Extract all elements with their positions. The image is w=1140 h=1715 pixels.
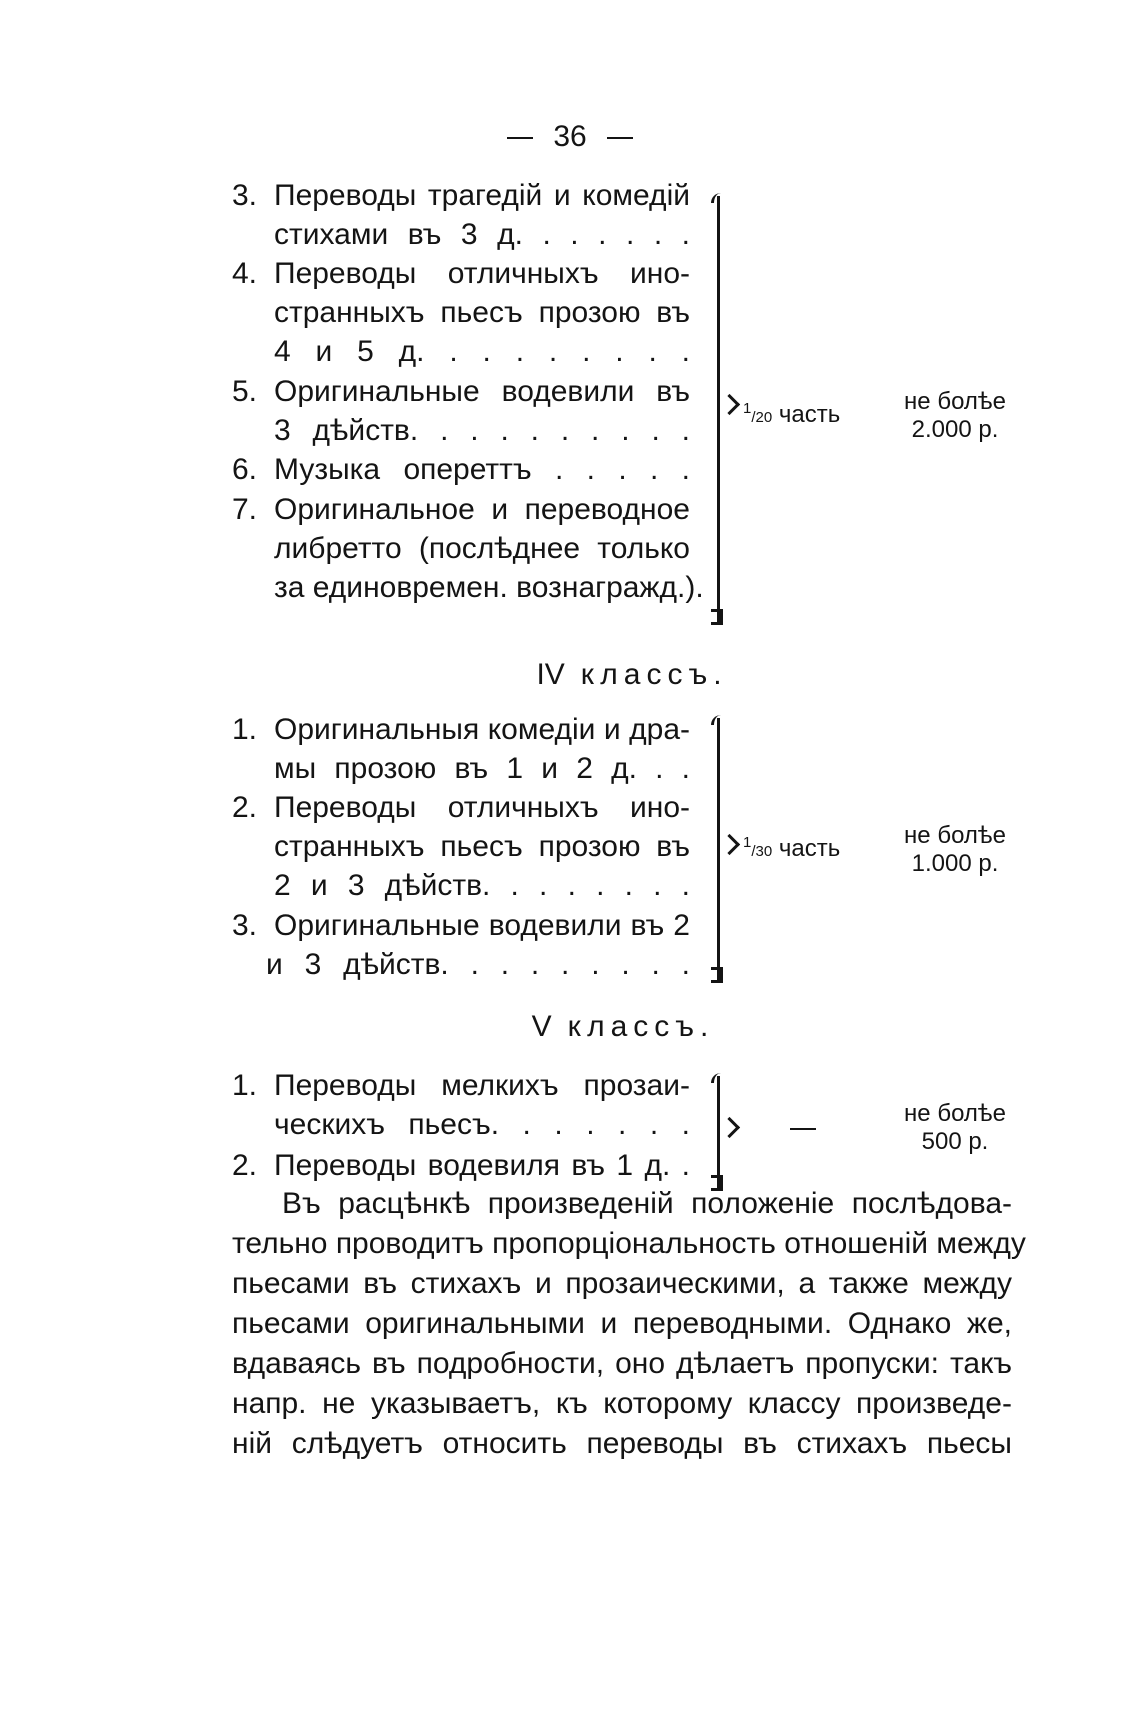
item-line: 4 и 5 д. . . . . . . . . — [274, 335, 690, 368]
share-fraction — [743, 834, 840, 863]
item-line: либретто (послѣднее только — [274, 532, 690, 565]
limit-note — [880, 822, 1030, 878]
list-item — [232, 176, 690, 254]
list-item — [232, 906, 690, 984]
item-line: Музыка опереттъ . . . . . — [274, 453, 690, 486]
paragraph-line: напр. не указываетъ, къ которому классу произведе- — [232, 1387, 1012, 1420]
item-line: Оригинальныя комедіи и дра- — [274, 713, 690, 746]
limit-note — [880, 1100, 1030, 1156]
limit-label: не болѣе — [904, 822, 1006, 849]
paragraph-line: пьесами въ стихахъ и прозаическими, а также между — [232, 1267, 1012, 1300]
item-line: Оригинальное и переводное — [274, 493, 690, 526]
dash-right — [607, 137, 633, 139]
list-item — [232, 490, 704, 607]
body-paragraph — [232, 1184, 1026, 1464]
section-heading — [0, 658, 1140, 692]
share-numerator: 1 — [743, 834, 752, 851]
share-denominator: /30 — [751, 843, 773, 860]
limit-amount: 1.000 р. — [911, 850, 999, 877]
item-number: 3. — [232, 909, 258, 942]
item-line: стихами въ 3 д. . . . . . . — [274, 218, 690, 251]
item-line: Переводы водевиля въ 1 д. . — [274, 1149, 690, 1182]
heading-roman: IV — [536, 658, 565, 691]
page-number-header — [0, 120, 1140, 154]
list-item — [232, 372, 690, 450]
list-item — [232, 1146, 690, 1185]
share-word: часть — [778, 835, 841, 862]
item-number: 2. — [232, 1149, 258, 1182]
item-line: за единовремен. вознагражд.). — [274, 571, 704, 604]
share-dash — [790, 1128, 816, 1130]
list-item — [232, 1066, 690, 1144]
item-number: 2. — [232, 791, 258, 824]
paragraph-line: вдаваясь въ подробности, оно дѣлаетъ пропуски: такъ — [232, 1347, 1012, 1380]
item-number: 3. — [232, 179, 258, 212]
section-heading — [0, 1010, 1140, 1044]
item-number: 1. — [232, 1069, 258, 1102]
share-fraction — [743, 400, 840, 429]
item-line: Переводы трагедій и комедій — [274, 179, 690, 212]
share-word: часть — [778, 401, 841, 428]
paragraph-line: тельно проводитъ пропорціональность отношеній между — [232, 1227, 1026, 1260]
item-number: 4. — [232, 257, 258, 290]
brace-tip — [719, 834, 740, 855]
item-line: ческихъ пьесъ. . . . . . . — [274, 1108, 690, 1141]
brace-tip — [719, 1117, 740, 1138]
heading-word: классъ. — [580, 658, 728, 691]
item-line: 3 дѣйств. . . . . . . . . . — [274, 414, 690, 447]
item-line: Оригинальные водевили въ 2 — [274, 909, 690, 942]
heading-roman: V — [531, 1010, 552, 1043]
share-denominator: /20 — [751, 409, 773, 426]
curly-brace — [717, 196, 730, 622]
item-line: Переводы отличныхъ ино- — [274, 257, 690, 290]
item-line: и 3 дѣйств. . . . . . . . . — [266, 948, 690, 981]
dash-left — [507, 137, 533, 139]
brace-tip — [719, 394, 740, 415]
curly-brace — [717, 718, 730, 980]
item-number: 1. — [232, 713, 258, 746]
share-numerator: 1 — [743, 400, 752, 417]
limit-label: не болѣе — [904, 388, 1006, 415]
item-number: 5. — [232, 375, 258, 408]
limit-amount: 2.000 р. — [911, 416, 999, 443]
item-line: странныхъ пьесъ прозою въ — [274, 830, 690, 863]
curly-brace — [717, 1076, 730, 1188]
item-line: Переводы отличныхъ ино- — [274, 791, 690, 824]
list-item — [232, 254, 690, 371]
item-number: 7. — [232, 493, 258, 526]
list-item — [232, 710, 690, 788]
page-number: 36 — [553, 120, 587, 153]
list-item — [232, 788, 690, 905]
item-number: 6. — [232, 453, 258, 486]
item-line: Оригинальные водевили въ — [274, 375, 690, 408]
item-line: странныхъ пьесъ прозою въ — [274, 296, 690, 329]
limit-amount: 500 р. — [921, 1128, 989, 1155]
limit-label: не болѣе — [904, 1100, 1006, 1127]
item-line: Переводы мелкихъ прозаи- — [274, 1069, 690, 1102]
limit-note — [880, 388, 1030, 444]
paragraph-line: пьесами оригинальными и переводными. Однако же, — [232, 1307, 1012, 1340]
paragraph-line: Въ расцѣнкѣ произведеній положеніе послѣдова- — [282, 1187, 1012, 1220]
paragraph-line: ній слѣдуетъ относить переводы въ стихахъ пьесы — [232, 1427, 1012, 1460]
item-line: 2 и 3 дѣйств. . . . . . . . — [274, 869, 690, 902]
list-item — [232, 450, 690, 489]
item-line: мы прозою въ 1 и 2 д. . . — [274, 752, 690, 785]
heading-word: классъ. — [567, 1010, 715, 1043]
